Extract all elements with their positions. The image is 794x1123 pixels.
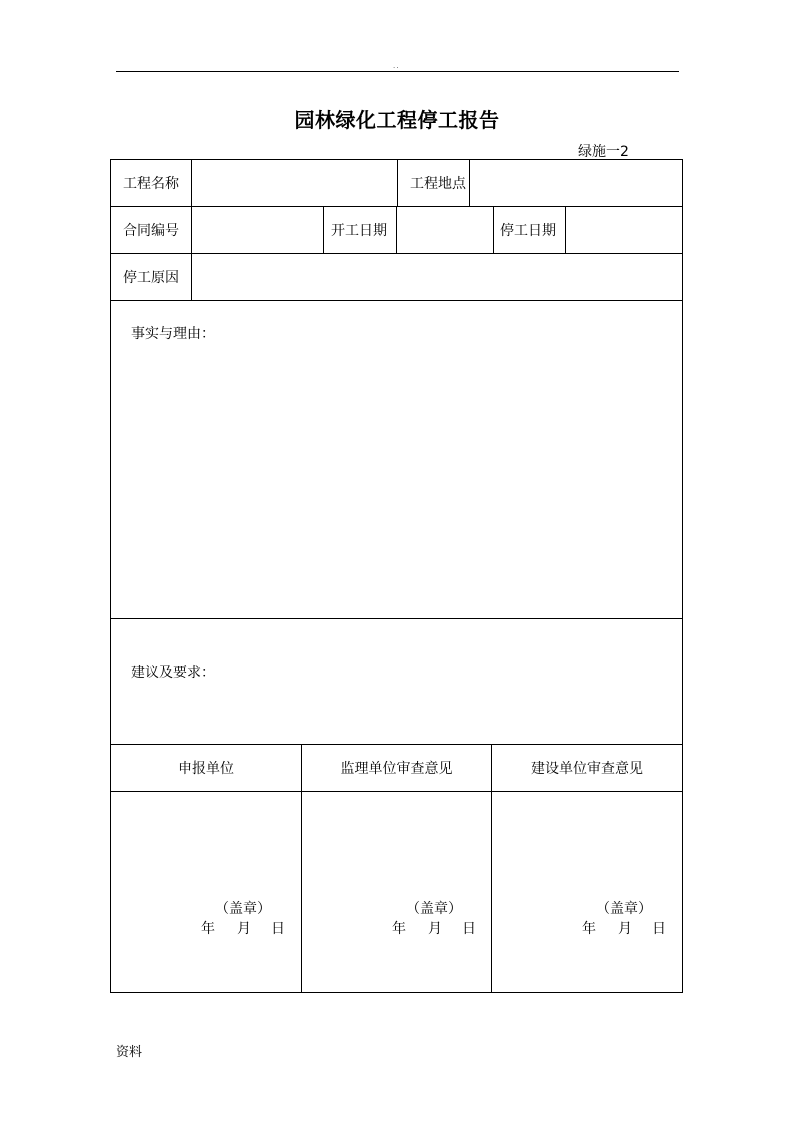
- header-dots: ..: [393, 62, 400, 70]
- stop-work-report-form: [110, 159, 683, 993]
- date-line: [582, 918, 666, 938]
- day-label: 日: [462, 921, 476, 937]
- row-project-info: [111, 160, 682, 207]
- approval-signature-supervisor[interactable]: [302, 792, 492, 992]
- day-label: 日: [652, 921, 666, 937]
- stop-date-label: 停工日期: [494, 207, 566, 253]
- facts-label: 事实与理由：: [131, 326, 215, 342]
- row-approval-signatures: [111, 792, 682, 992]
- project-location-field[interactable]: [470, 160, 682, 206]
- year-label: 年: [582, 921, 596, 937]
- year-label: 年: [201, 921, 215, 937]
- stop-date-field[interactable]: [566, 207, 682, 253]
- project-name-field[interactable]: [192, 160, 398, 206]
- document-title: 园林绿化工程停工报告: [294, 108, 500, 132]
- year-label: 年: [392, 921, 406, 937]
- date-line: [201, 918, 285, 938]
- stamp-label: （盖章）: [596, 901, 652, 917]
- month-label: 月: [237, 921, 251, 937]
- month-label: 月: [618, 921, 632, 937]
- row-stop-reason: [111, 254, 682, 301]
- approval-signature-owner[interactable]: [492, 792, 682, 992]
- approval-signature-applicant[interactable]: [111, 792, 302, 992]
- month-label: 月: [428, 921, 442, 937]
- start-date-field[interactable]: [397, 207, 494, 253]
- approval-header-owner: 建设单位审查意见: [531, 761, 643, 777]
- date-line: [392, 918, 476, 938]
- contract-no-label: 合同编号: [111, 207, 192, 253]
- suggestions-section[interactable]: [111, 619, 682, 745]
- header-rule: [116, 71, 679, 72]
- stop-reason-label: 停工原因: [111, 254, 192, 300]
- facts-section[interactable]: [111, 301, 682, 619]
- start-date-label: 开工日期: [324, 207, 397, 253]
- project-location-label: 工程地点: [398, 160, 470, 206]
- project-name-label: 工程名称: [111, 160, 192, 206]
- suggestions-label: 建议及要求：: [131, 665, 215, 681]
- stamp-label: （盖章）: [215, 901, 271, 917]
- approval-header-applicant: 申报单位: [111, 745, 302, 791]
- approval-header-supervisor: 监理单位审查意见: [302, 745, 492, 791]
- day-label: 日: [271, 921, 285, 937]
- row-contract-dates: [111, 207, 682, 254]
- form-code: 绿施一2: [578, 144, 629, 160]
- footer-text: 资料: [116, 1045, 143, 1060]
- stamp-label: （盖章）: [406, 901, 462, 917]
- stop-reason-field[interactable]: [192, 254, 682, 300]
- row-approval-headers: [111, 745, 682, 792]
- contract-no-field[interactable]: [192, 207, 324, 253]
